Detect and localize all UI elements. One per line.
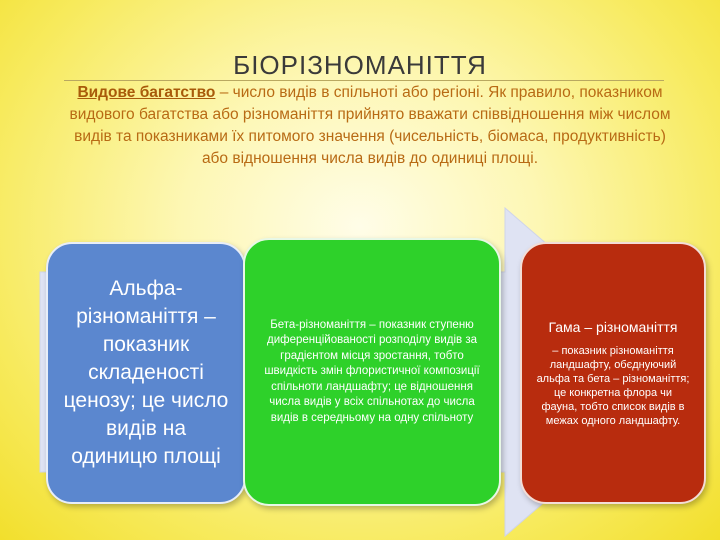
alpha-diversity-card (46, 242, 246, 504)
beta-diversity-card (243, 238, 501, 506)
gamma-diversity-heading: Гама – різноманіття (548, 319, 678, 335)
gamma-diversity-card (520, 242, 706, 504)
intro-text: – число видів в спільноті або регіоні. Як правило, показником видового багатства або різноманіття прийнято вважати співвідношення між числом видів та показниками їх питомого значення (чисельність, біомаса, продуктивність) або відношення числа видів до одиниці площі. (69, 84, 671, 167)
gamma-diversity-text: – показник різноманіття ландшафту, обєднуючий альфа та бета – різноманіття; це конкретна флора чи фауна, тобто список видів в межах одного ландшафту. (536, 345, 690, 427)
intro-term: Видове багатство (77, 84, 216, 101)
beta-diversity-text: Бета-різноманіття – показник ступеню диференційованості розподілу видів за градієнтом місця зростання, тобто швидкість змін флористичної композиції спільноти ландшафту; це відношення числа видів у всіх спільнотах до числа видів в середньому на одну спільноту (264, 318, 480, 424)
alpha-diversity-text: Альфа-різноманіття – показник складеності ценозу; це число видів на одиницю площі (63, 277, 229, 468)
page-title: БІОРІЗНОМАНІТТЯ (233, 50, 487, 80)
